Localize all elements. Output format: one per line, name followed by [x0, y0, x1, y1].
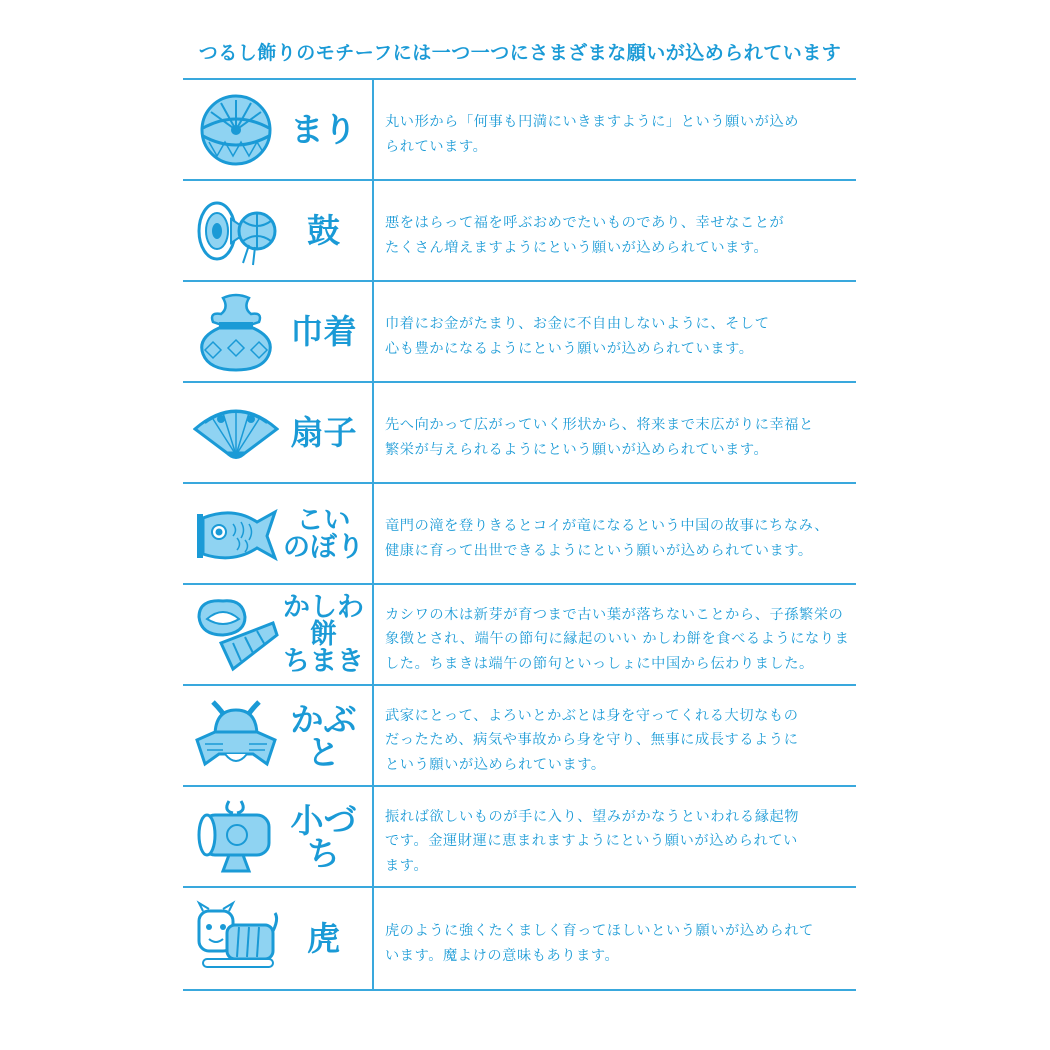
description-text: 先へ向かって広がっていく形状から、将来まで末広がりに幸福と 繁栄が与えられるようにという願いが込められています。: [385, 417, 814, 458]
motif-name: こい のぼり: [283, 504, 364, 563]
table-row: [183, 282, 856, 383]
table-row: [183, 484, 856, 585]
description-text: 虎のように強くたくましく育ってほしいという願いが込められて います。魔よけの意味もあります。: [385, 923, 814, 964]
motif-cell: [183, 686, 374, 785]
motif-cell: [183, 585, 374, 684]
motif-name: 鼓: [307, 211, 340, 250]
motif-description: [374, 787, 856, 886]
motif-cell: [183, 383, 374, 482]
motif-name: 虎: [307, 919, 340, 958]
description-text: 巾着にお金がたまり、お金に不自由しないように、そして 心も豊かになるようにという願いが込められています。: [385, 316, 770, 357]
tiger-icon: [191, 896, 281, 982]
motif-description: [374, 282, 856, 381]
motif-name: かぶと: [290, 699, 357, 772]
motif-name: 小づち: [290, 800, 357, 873]
folding-fan-icon: [191, 390, 281, 476]
motif-cell: [183, 888, 374, 989]
kinchaku-pouch-icon: [191, 289, 281, 375]
table-row: [183, 585, 856, 686]
lucky-mallet-icon: [191, 794, 281, 880]
tsuzumi-drum-icon: [191, 188, 281, 274]
motif-cell: [183, 80, 374, 179]
kabuto-helmet-icon: [191, 693, 281, 779]
motif-description: [374, 888, 856, 989]
kashiwa-mochi-chimaki-icon: [191, 592, 281, 678]
table-row: [183, 888, 856, 991]
description-text: 振れば欲しいものが手に入り、望みがかなうといわれる縁起物 です。金運財運に恵まれますようにという願いが込められてい ます。: [385, 808, 800, 874]
table-row: [183, 787, 856, 888]
motif-description: [374, 80, 856, 179]
motif-cell: [183, 787, 374, 886]
motif-description: [374, 686, 856, 785]
carp-streamer-icon: [191, 491, 281, 577]
motif-description: [374, 181, 856, 280]
motif-name: 巾着: [290, 312, 357, 351]
motif-cell: [183, 282, 374, 381]
motif-description: [374, 484, 856, 583]
description-text: 悪をはらって福を呼ぶおめでたいものであり、幸せなことが たくさん増えますようにという願いが込められています。: [385, 215, 785, 256]
motif-table: [183, 78, 856, 991]
motif-cell: [183, 181, 374, 280]
table-row: [183, 80, 856, 181]
motif-cell: [183, 484, 374, 583]
description-text: 武家にとって、よろいとかぶとは身を守ってくれる大切なもの だったため、病気や事故から身を守り、無事に成長するように という願いが込められています。: [385, 707, 799, 773]
temari-ball-icon: [191, 87, 281, 173]
motif-name: かしわ餅 ちまき: [283, 592, 364, 677]
table-row: [183, 383, 856, 484]
description-text: 竜門の滝を登りきるとコイが竜になるという中国の故事にちなみ、 健康に育って出世できるようにという願いが込められています。: [385, 518, 830, 559]
motif-description: [374, 383, 856, 482]
table-row: [183, 181, 856, 282]
motif-name: 扇子: [290, 413, 357, 452]
description-text: 丸い形から「何事も円満にいきますように」という願いが込め られています。: [385, 114, 800, 155]
description-text: カシワの木は新芽が育つまで古い葉が落ちないことから、子孫繁栄の 象徴とされ、端午の節句に縁起のいい かしわ餅を食べるようになりま した。ちまきは端午の節句といっしょに中国から伝わりました。: [385, 606, 850, 672]
motif-description: [374, 585, 856, 684]
table-row: [183, 686, 856, 787]
page-title: つるし飾りのモチーフには一つ一つにさまざまな願いが込められています: [198, 42, 842, 64]
motif-name: まり: [290, 110, 357, 149]
